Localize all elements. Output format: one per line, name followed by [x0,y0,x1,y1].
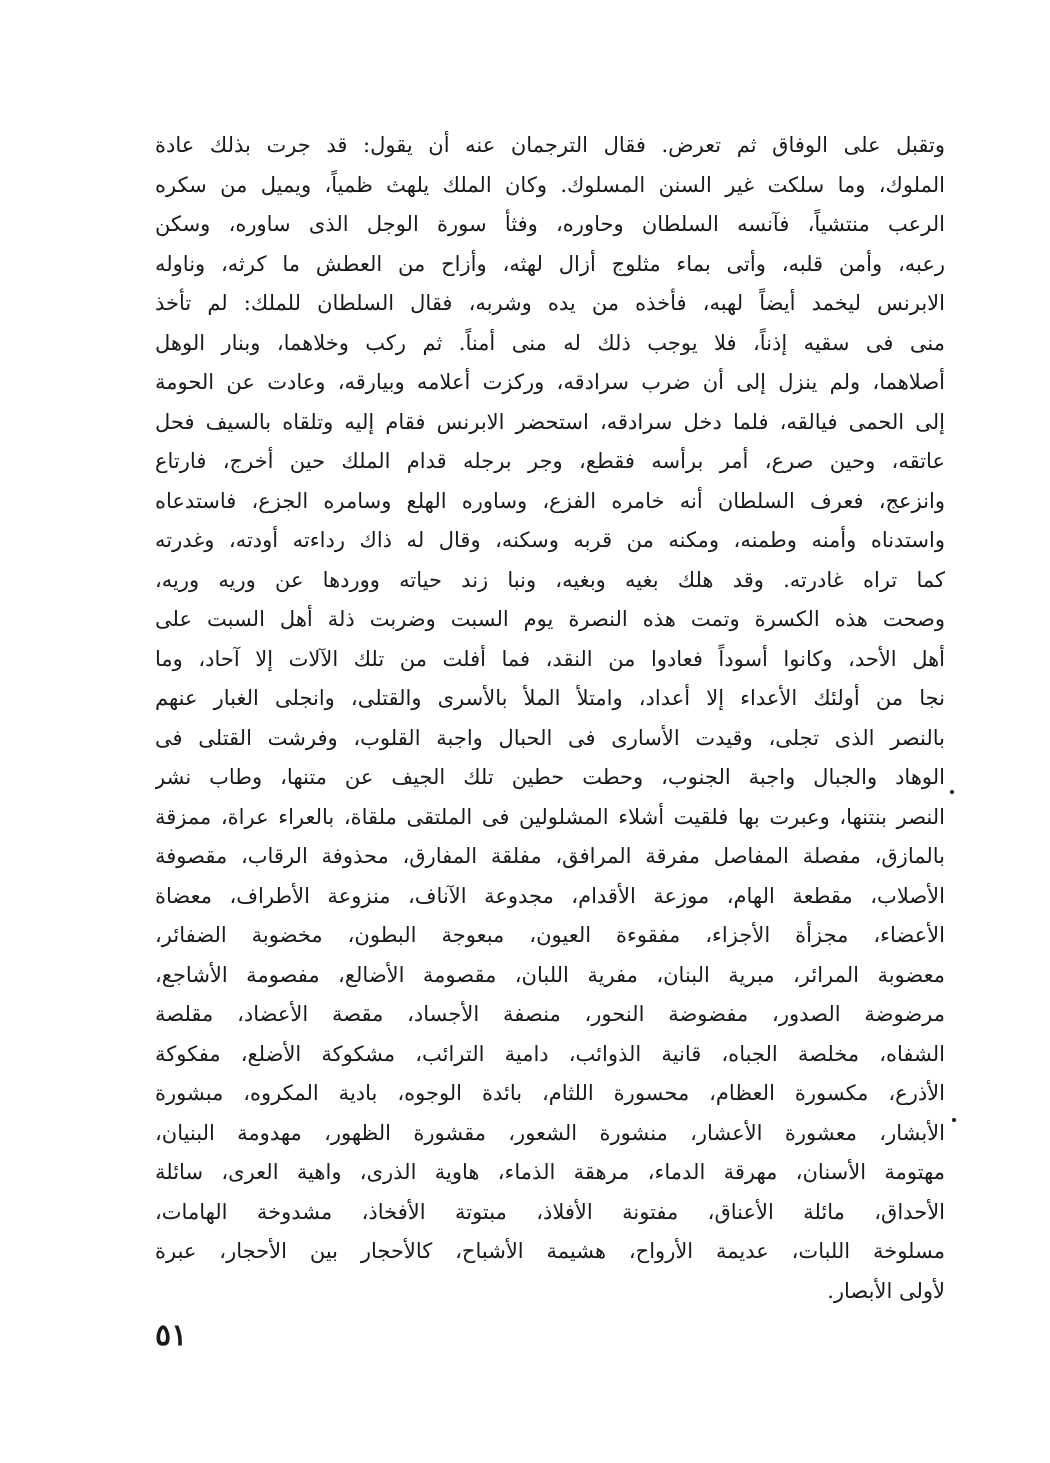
text-line: مهتومة الأسنان، مهرقة الدماء، مرهقة الذماء، هاوية الذرى، واهية العرى، سائلة [155,1160,945,1184]
text-line: الأبشار، معشورة الأعشار، منشورة الشعور، مقشورة الظهور، مهدومة البنيان، [155,1120,945,1145]
body-text [155,126,945,1311]
text-line: إلى الحمى فيالقه، فلما دخل سرادقه، استحضر الابرنس فقام إليه وتلقاه بالسيف فحل [155,409,945,434]
text-line: مسلوخة اللبات، عديمة الأرواح، هشيمة الأشباح، كالأحجار بين الأحجار، عبرة [155,1239,945,1263]
text-line: واستدناه وأمنه وطمنه، ومكنه من قربه وسكنه، وقال له ذاك رداءته أودته، وغدرته [155,528,945,552]
text-line: وانزعج، فعرف السلطان أنه خامره الفزع، وساوره الهلع وسامره الجزع، فاستدعاه [155,488,945,513]
text-line: وتقبل على الوفاق ثم تعرض. فقال الترجمان عنه أن يقول: قد جرت بذلك عادة [155,133,945,157]
text-line: أصلاهما، ولم ينزل إلى أن ضرب سرادقه، وركزت أعلامه وبيارقه، وعادت عن الحومة [155,370,945,394]
text-line: كما تراه غادرته. وقد هلك بغيه وبغيه، ونبا زند حياته ووردها عن وريه وريه، [155,567,945,592]
text-line: عاتقه، وحين صرع، أمر برأسه فقطع، وجر برجله قدام الملك حين أخرج، فارتاع [155,449,945,473]
page-number: ٥١ [155,1318,188,1353]
text-line: الأصلاب، مقطعة الهام، موزعة الأقدام، مجدوعة الآناف، منزوعة الأطراف، معضاة [155,883,945,908]
text-line: النصر بنتنها، وعبرت بها فلقيت أشلاء المشلولين فى الملتقى ملقاة، بالعراء عراة، ممزقة [155,804,945,829]
text-line: معضوبة المرائر، مبرية البنان، مفرية اللبان، مقصومة الأضالع، مفصومة الأشاجع، [155,962,945,987]
margin-dot [950,790,954,794]
text-line: مرضوضة الصدور، مفضوضة النحور، منصفة الأجساد، مقصة الأعضاد، مقلصة [155,1002,945,1026]
text-line: الأعضاء، مجزأة الأجزاء، مفقوءة العيون، مبعوجة البطون، مخضوبة الضفائر، [155,923,945,947]
margin-dot [952,1118,956,1122]
text-line: الأذرع، مكسورة العظام، محسورة اللثام، بائدة الوجوه، بادية المكروه، مبشورة [155,1081,945,1105]
text-line: الشفاه، مخلصة الجباه، قانية الذوائب، دامية الترائب، مشكوكة الأضلع، مفكوكة [155,1041,945,1066]
text-line: نجا من أولئك الأعداء إلا أعداد، وامتلأ الملأ بالأسرى والقتلى، وانجلى الغبار عنهم [155,686,945,710]
text-line: بالنصر الذى تجلى، وقيدت الأسارى فى الحبال واجبة القلوب، وفرشت القتلى فى [155,725,945,750]
text-line: منى فى سقيه إذناً، فلا يوجب ذلك له منى أمناً. ثم ركب وخلاهما، وبنار الوهل [155,330,945,355]
text-line: الأحداق، مائلة الأعناق، مفتونة الأفلاذ، مبتوتة الأفخاذ، مشدوخة الهامات، [155,1199,945,1224]
text-line: الوهاد والجبال واجبة الجنوب، وحطت حطين تلك الجيف عن متنها، وطاب نشر [155,765,945,789]
text-line: بالمازق، مفصلة المفاصل مفرقة المرافق، مفلقة المفارق، محذوفة الرقاب، مقصوفة [155,844,945,868]
text-line: الملوك، وما سلكت غير السنن المسلوك. وكان الملك يلهث ظمياً، ويميل من سكره [155,172,945,197]
text-line: لأولى الأبصار. [827,1278,945,1303]
text-line: الرعب منتشياً، فآنسه السلطان وحاوره، وفثأ سورة الوجل الذى ساوره، وسكن [155,212,945,236]
text-line: رعبه، وأمن قلبه، وأتى بماء مثلوج أزال لهثه، وأزاح من العطش ما كرثه، وناوله [155,251,945,276]
text-line: وصحت هذه الكسرة وتمت هذه النصرة يوم السبت وضربت ذلة أهل السبت على [155,607,945,631]
text-line: أهل الأحد، وكانوا أسوداً فعادوا من النقد، فما أفلت من تلك الآلات إلا آحاد، وما [155,646,945,671]
text-line: الابرنس ليخمد أيضاً لهبه، فأخذه من يده وشربه، فقال السلطان للملك: لم تأخذ [155,291,945,315]
